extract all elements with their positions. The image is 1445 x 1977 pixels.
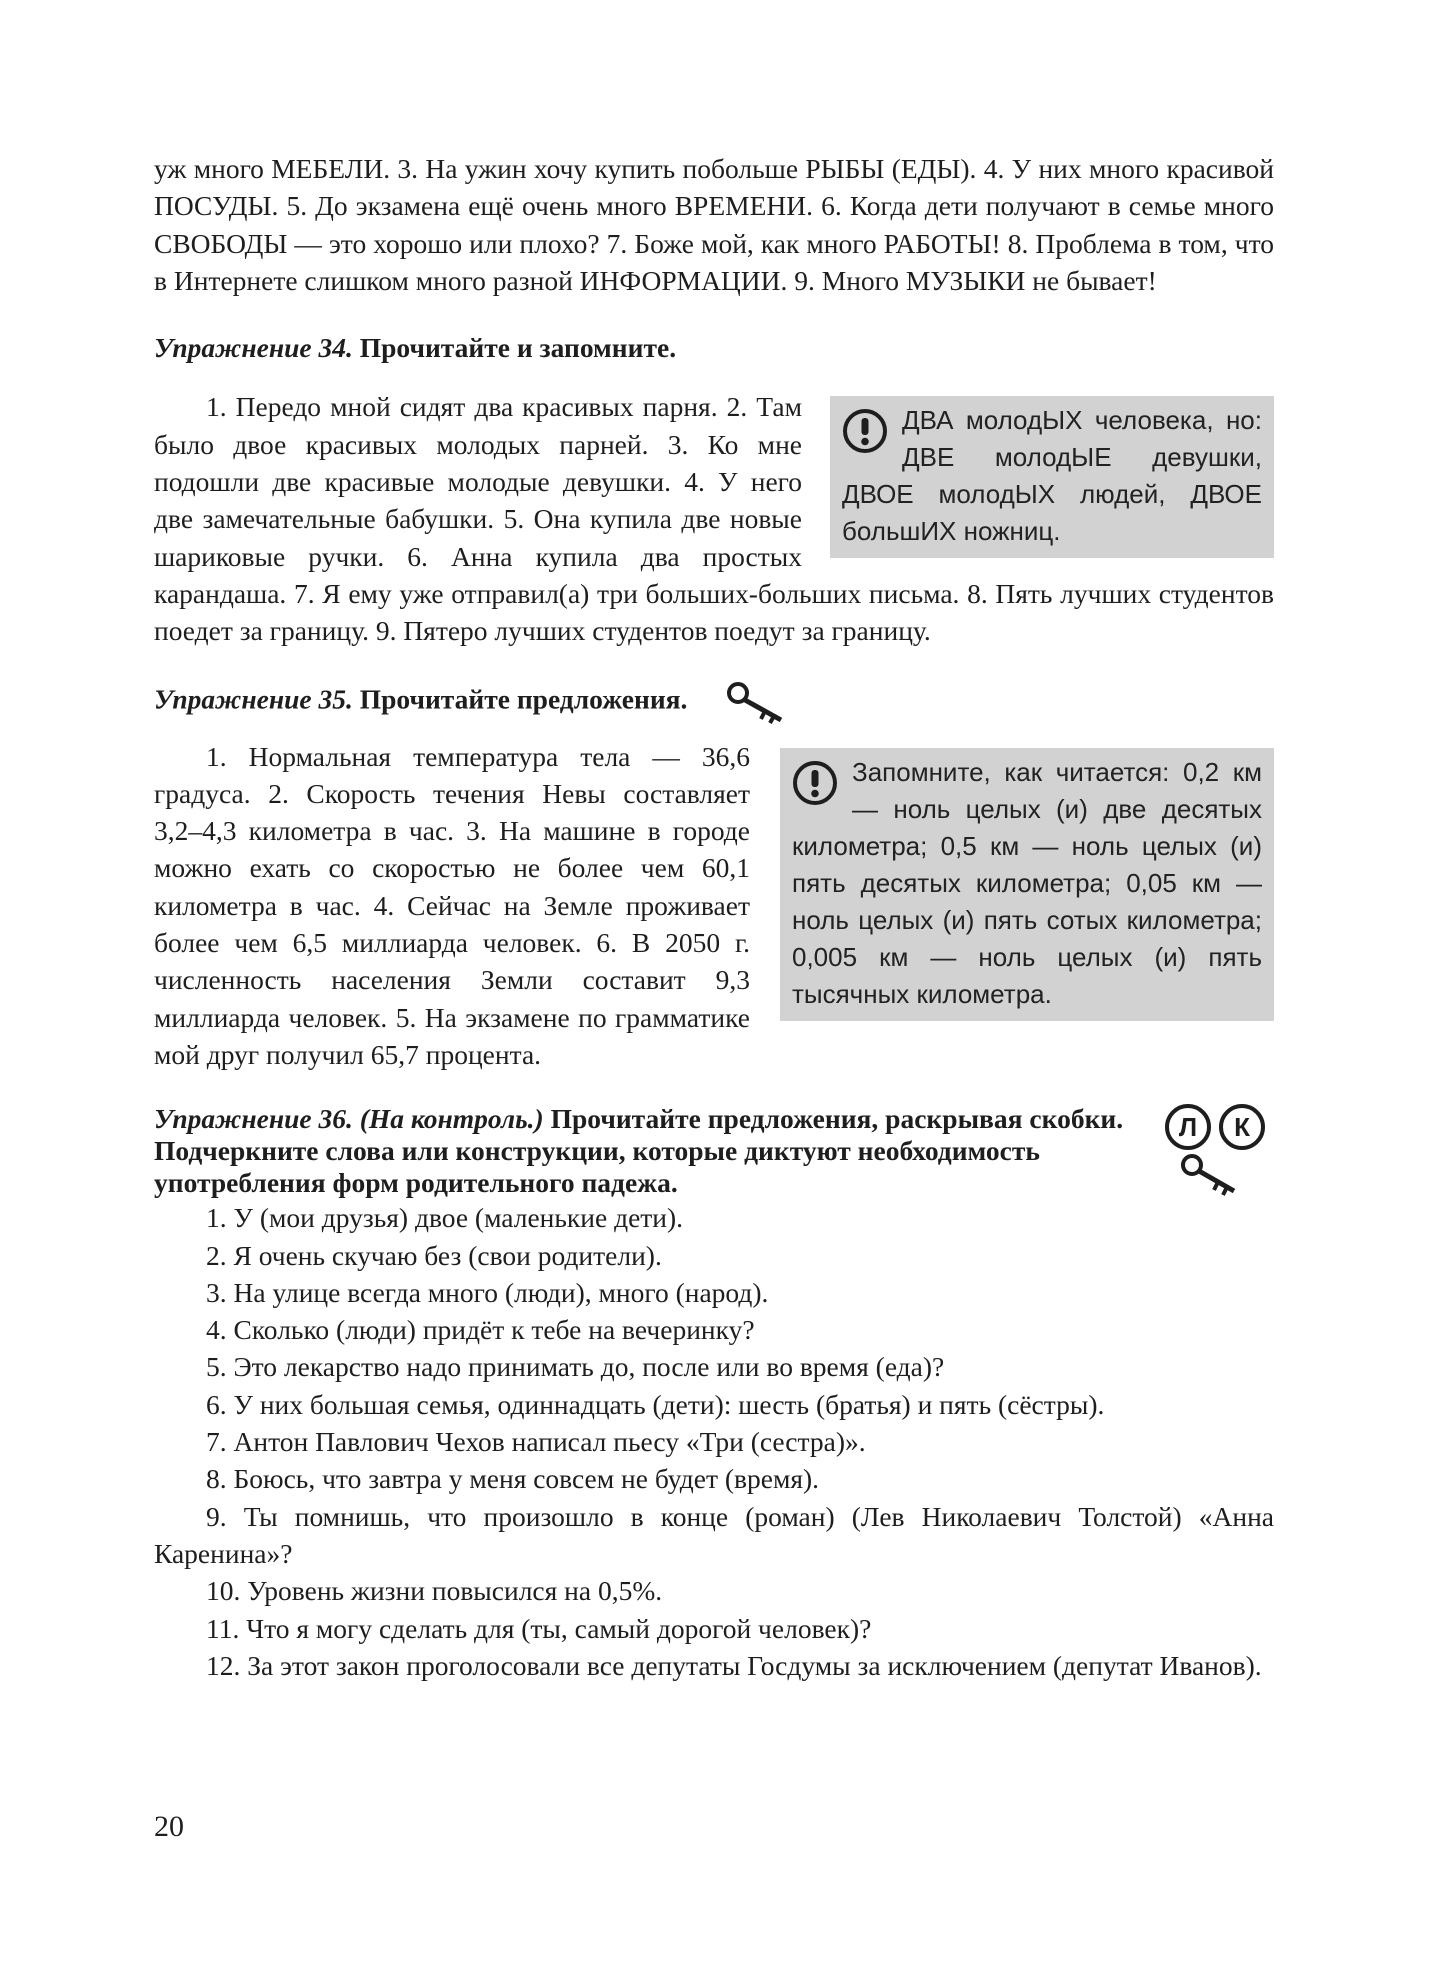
exercise-35	[154, 680, 1274, 1074]
exercise-34-note	[830, 396, 1274, 558]
exercise-36-task: Прочитайте предложения, раскрывая скобки. Подчеркните слова или конструкции, которые диктуют необходимость употребления форм родительного падежа.	[154, 1103, 1124, 1199]
list-item: 7. Антон Павлович Чехов написал пьесу «Три (сестра)».	[206, 1426, 866, 1458]
list-item: 2. Я очень скучаю без (свои родители).	[206, 1239, 662, 1271]
list-item: 11. Что я могу сделать для (ты, самый дорогой человек)?	[206, 1612, 872, 1644]
exercise-34-label: Упражнение 34.	[154, 332, 353, 364]
exercise-34-heading	[154, 329, 1274, 366]
list-item: 8. Боюсь, что завтра у меня совсем не будет (время).	[206, 1463, 820, 1495]
exclamation-circle-icon	[792, 760, 838, 806]
list-item: 6. У них большая семья, одиннадцать (дети): шесть (братья) и пять (сёстры).	[206, 1388, 1105, 1420]
list-item: 1. У (мои друзья) двое (маленькие дети).	[206, 1202, 684, 1234]
exercise-34	[154, 329, 1274, 649]
list-item: 3. На улице всегда много (люди), много (народ).	[206, 1276, 769, 1308]
list-item: 10. Уровень жизни повысился на 0,5%.	[206, 1575, 663, 1607]
key-icon	[1183, 1156, 1234, 1195]
exercise-35-heading	[154, 680, 1274, 724]
list-item: 5. Это лекарство надо принимать до, после или во время (еда)?	[206, 1351, 945, 1383]
exercise-34-note-text: ДВА молодЫХ человека, но: ДВЕ молодЫЕ девушки, ДВОЕ молодЫХ людей, ДВОЕ большИХ ножниц.	[842, 405, 1262, 547]
continuation-paragraph: уж много МЕБЕЛИ. 3. На ужин хочу купить побольше РЫБЫ (ЕДЫ). 4. У них много красивой ПОСУДЫ. 5. До экзамена ещё очень много ВРЕМЕНИ. 6. Когда дети получают в семье много СВОБОДЫ — это хорошо или плохо? 7. Боже мой, как много РАБОТЫ! 8. Проблема в том, что в Интернете слишком много разной ИНФОРМАЦИИ. 9. Много МУЗЫКИ не бывает!	[154, 153, 1274, 296]
exercise-36	[154, 1103, 1274, 1684]
exercise-35-note-text: Запомните, как читается: 0,2 км — ноль целых (и) две десятых километра; 0,5 км — ноль целых (и) пять десятых километра; 0,05 км — ноль целых (и) пять сотых километра; 0,005 км — ноль целых (и) пять тысячных километра.	[792, 756, 1262, 1009]
exercise-36-label: Упражнение 36. (На контроль.)	[154, 1103, 544, 1135]
exercise-36-list	[154, 1199, 1274, 1684]
exercise-35-task: Прочитайте предложения.	[352, 682, 688, 714]
badge-l: Л	[1178, 1112, 1198, 1143]
list-item: 12. За этот закон проголосовали все депутаты Госдумы за исключением (депутат Иванов).	[206, 1649, 1262, 1681]
exercise-34-text: 1. Передо мной сидят два красивых парня. 2. Там было двое красивых молодых парней. 3. Ко мне подошли две красивые молодые девушки. 4. У него две замечательные бабушки. 5. Она купила две новые шариковые ручки. 6. Анна купила два простых карандаша. 7. Я ему уже отправил(а) три больших-больших письма. 8. Пять лучших студентов поедет за границу. 9. Пятеро лучших студентов поедут за границу.	[154, 391, 1274, 647]
page-content	[154, 150, 1274, 1684]
exercise-35-note	[780, 748, 1274, 1021]
page-number: 20	[154, 1810, 184, 1843]
list-item: 9. Ты помнишь, что произошло в конце (роман) (Лев Николаевич Толстой) «Анна Каренина»?	[154, 1500, 1274, 1569]
exercise-34-task: Прочитайте и запомните.	[352, 332, 677, 364]
exclamation-circle-icon	[842, 408, 888, 454]
badge-k: К	[1234, 1112, 1250, 1143]
exercise-35-label: Упражнение 35.	[154, 682, 353, 714]
exercise-36-badges	[1162, 1103, 1274, 1207]
badge-group	[1162, 1103, 1274, 1207]
exercise-35-text: 1. Нормальная температура тела — 36,6 градуса. 2. Скорость течения Невы составляет 3,2–4,3 километра в час. 3. На машине в городе можно ехать со скоростью не более чем 60,1 километра в час. 4. Сейчас на Земле проживает более чем 6,5 миллиарда человек. 6. В 2050 г. численность населения Земли составит 9,3 миллиарда человек. 5. На экзамене по грамматике мой друг получил 65,7 процента.	[154, 740, 750, 1070]
exercise-36-heading	[154, 1103, 1274, 1199]
list-item: 4. Сколько (люди) придёт к тебе на вечеринку?	[206, 1314, 755, 1346]
key-icon	[725, 680, 789, 724]
